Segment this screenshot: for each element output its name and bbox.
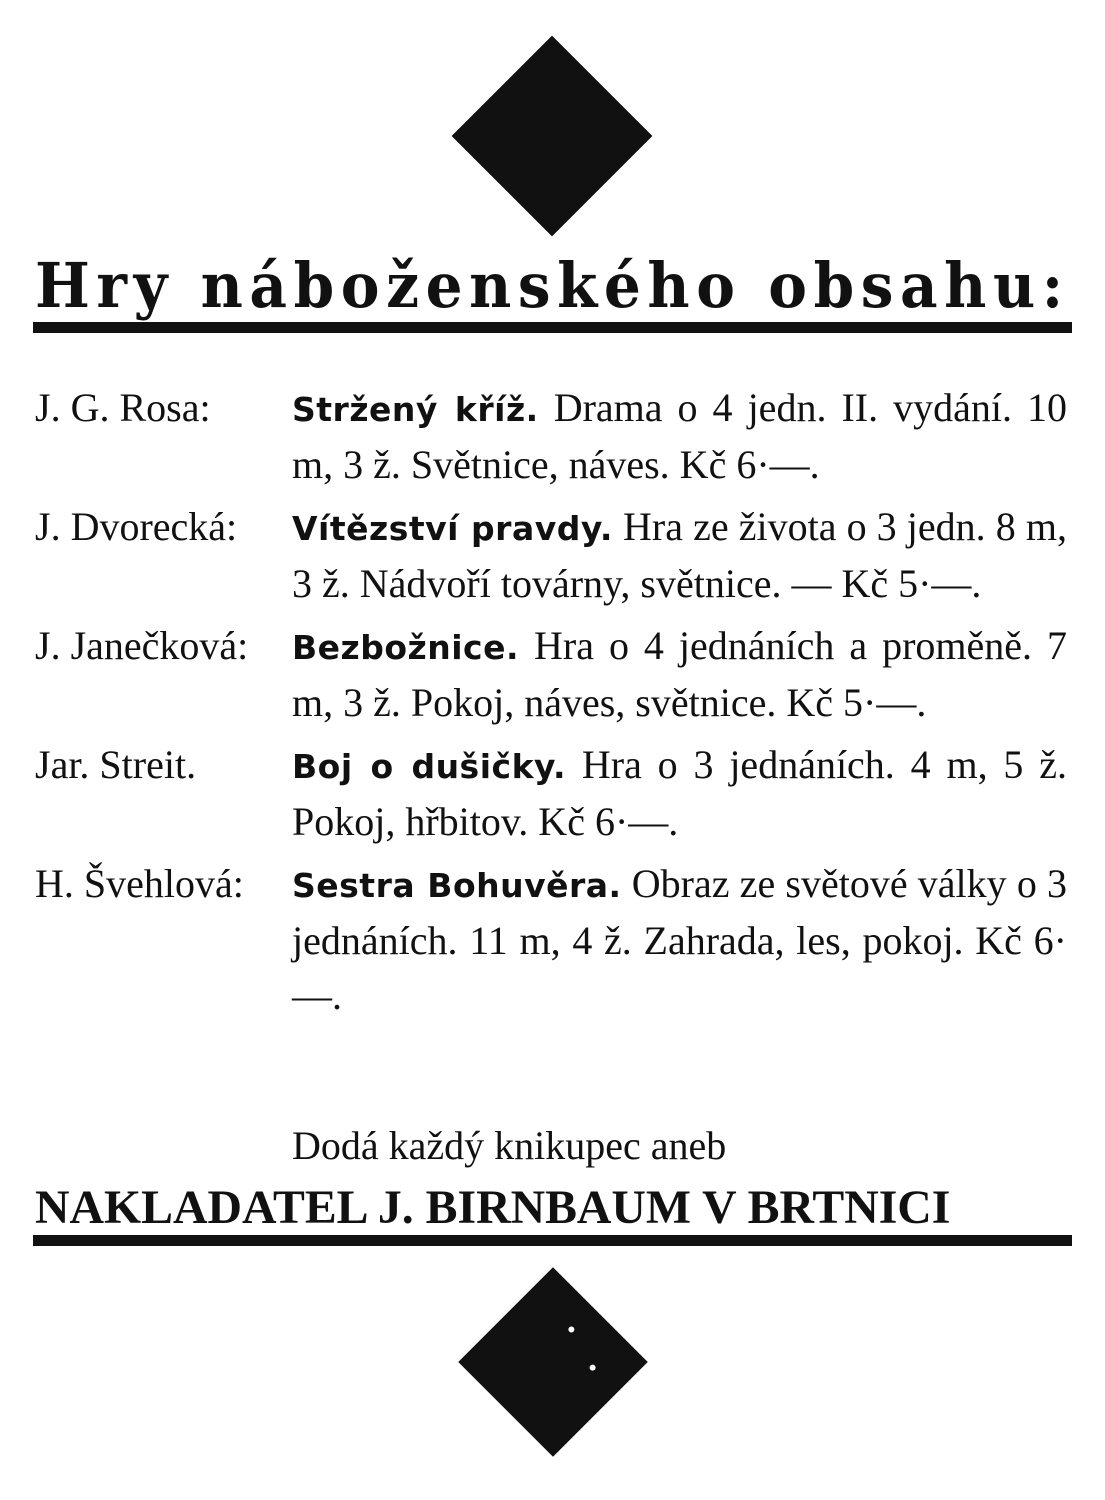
list-item bbox=[0, 618, 1105, 730]
book-list bbox=[0, 380, 1105, 1030]
entry-details: Hra o 4 jednáních a proměně. 7 m, 3 ž. Pokoj, náves, světnice. Kč 5·—. bbox=[292, 623, 1067, 725]
entry-description bbox=[292, 380, 1067, 492]
entry-book-title: Sestra Bohuvěra. bbox=[292, 866, 622, 905]
entry-description bbox=[292, 618, 1067, 730]
list-item bbox=[0, 737, 1105, 849]
speck-mark bbox=[588, 1363, 596, 1371]
entry-book-title: Stržený kříž. bbox=[292, 390, 539, 429]
entry-details: Hra o 3 jednáních. 4 m, 5 ž. Pokoj, hřbitov. Kč 6·—. bbox=[292, 742, 1067, 844]
list-item bbox=[0, 499, 1105, 611]
entry-book-title: Vítězství pravdy. bbox=[292, 509, 613, 548]
entry-book-title: Bezbožnice. bbox=[292, 628, 520, 667]
list-item bbox=[0, 856, 1105, 1023]
order-note: Dodá každý knikupec aneb bbox=[292, 1123, 727, 1168]
publisher-underline-rule bbox=[33, 1235, 1072, 1246]
entry-author: J. Janečková: bbox=[35, 623, 249, 668]
top-diamond-ornament bbox=[452, 36, 653, 237]
title-underline-rule bbox=[33, 322, 1072, 333]
page-title: Hry náboženského obsahu: bbox=[35, 249, 1070, 322]
entry-author: Jar. Streit. bbox=[35, 742, 197, 787]
publisher-name: NAKLADATEL J. BIRNBAUM V BRTNICI bbox=[35, 1181, 951, 1234]
entry-author: J. G. Rosa: bbox=[35, 385, 211, 430]
entry-author: J. Dvorecká: bbox=[35, 504, 238, 549]
entry-book-title: Boj o dušičky. bbox=[292, 747, 567, 786]
speck-mark bbox=[567, 1325, 575, 1333]
entry-description bbox=[292, 499, 1067, 611]
entry-details: Drama o 4 jedn. II. vydání. 10 m, 3 ž. Světnice, náves. Kč 6·—. bbox=[292, 385, 1067, 487]
entry-description bbox=[292, 856, 1067, 1023]
entry-description bbox=[292, 737, 1067, 849]
entry-details: Obraz ze světové války o 3 jednáních. 11 m, 4 ž. Zahrada, les, pokoj. Kč 6·—. bbox=[292, 861, 1068, 1018]
entry-details: Hra ze života o 3 jedn. 8 m, 3 ž. Nádvoří továrny, světnice. — Kč 5·—. bbox=[292, 504, 1068, 606]
list-item bbox=[0, 380, 1105, 492]
bottom-diamond-ornament bbox=[458, 1267, 648, 1457]
entry-author: H. Švehlová: bbox=[35, 861, 244, 906]
